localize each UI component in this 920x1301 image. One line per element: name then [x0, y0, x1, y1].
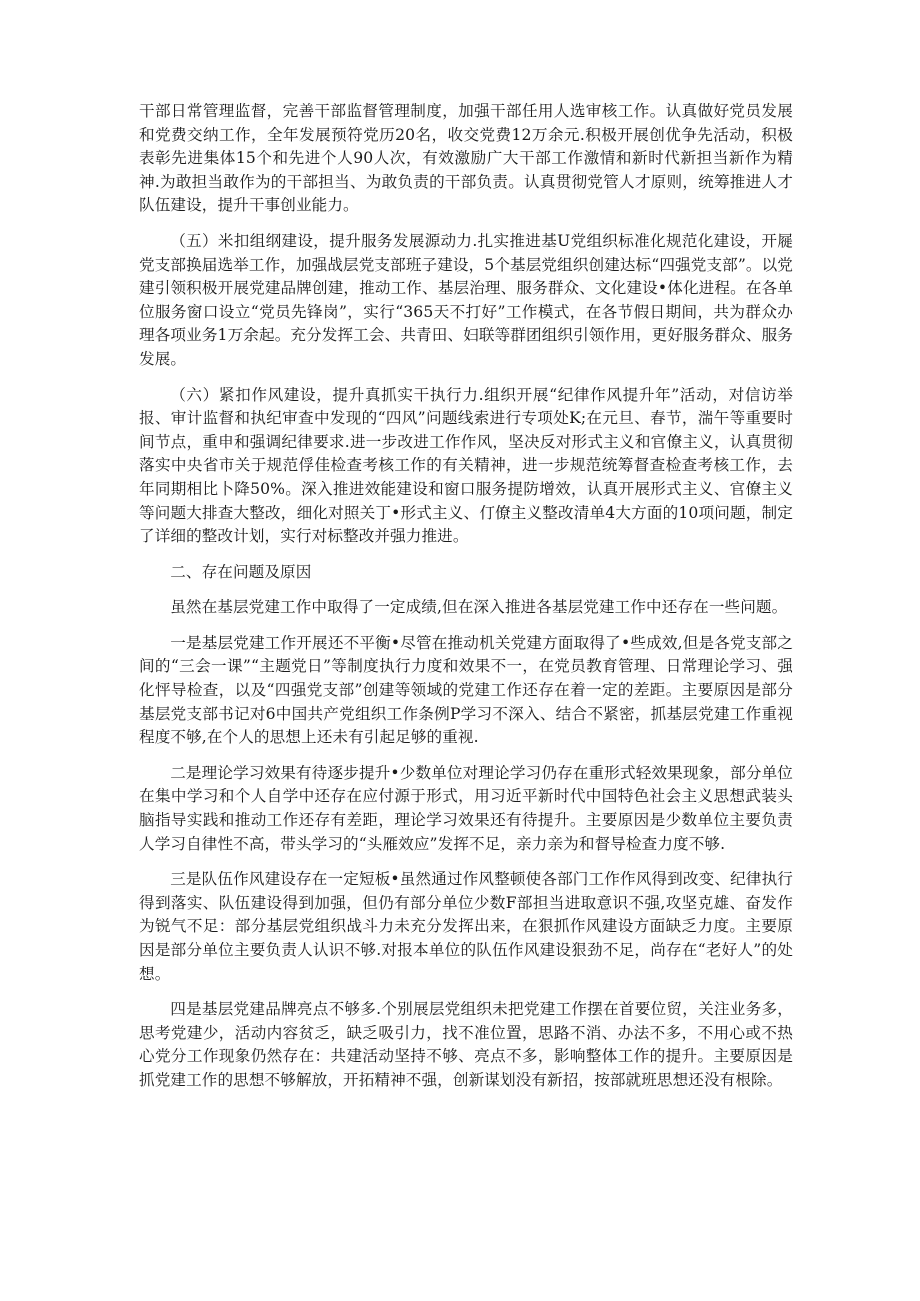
body-paragraph: 三是队伍作风建设存在一定短板•虽然通过作风整顿使各部门工作作风得到改变、纪律执行得到落实、队伍建设得到加强，但仍有部分单位少数F部担当进取意识不强,攻坚克雄、奋发作为锐气不足：部分基层党组织战斗力未充分发挥出来，在狠抓作风建设方面缺乏力度。主要原因是部分单位主要负责人认识不够.对报本单位的队伍作风建设狠劲不足，尚存在“老好人”的处想。	[139, 870, 793, 983]
body-paragraph: 一是基层党建工作开展还不平衡•尽管在推动机关党建方面取得了•些成效,但是各党支部之间的“三会一课”“主题党日”等制度执行力度和效果不一，在党员教育管理、日常理论学习、强化怦导检查，以及“四强党支部”创建等领域的党建工作还存在着一定的差距。主要原因是部分基层党支部书记对6中国共产党组织工作条例P学习不深入、结合不紧密，抓基层党建工作重视程度不够,在个人的思想上还未有引起足够的重视.	[139, 633, 793, 747]
section-heading: 二、存在问题及原因	[170, 562, 312, 581]
document-page	[139, 100, 793, 1105]
body-paragraph: 干部日常管理监督，完善干部监督管理制度，加强干部任用人选审核工作。认真做好党员发展和党费交纳工作，全年发展预符党历20名，收交党费12万余元.积极开展创优争先活动，积极表彰先进集体15个和先进个人90人次，有效激励广大干部工作激情和新时代新担当新作为精神.为敢担当敢作为的干部担当、为敢负责的干部负责。认真贯彻党管人才原则，统筹推进人才队伍建设，提升干事创业能力。	[139, 102, 793, 215]
body-paragraph: （五）米扣组纲建设，提升服务发展源动力.扎实推进基U党组织标准化规范化建设，开屣党支部换届选举工作，加强战层党支部班子建设，5个基层党组织创建达标“四强党支部”。以党建引领积极开展党建品牌创建，推动工作、基层治理、服务群众、文化建设•体化进程。在各单位服务窗口设立“党员先锋岗”，实行“365天不打好”工作模式，在各节假日期间，共为群众办理各项业务1万余起。充分发挥工会、共青田、妇联等群团组织引领作用，更好服务群众、服务发展。	[139, 231, 793, 368]
body-paragraph: 四是基层党建品牌亮点不够多.个别展层党组织未把党建工作摆在首要位贸，关注业务多，思考党建少，活动内容贫乏，缺乏吸引力，找不准位置，思路不消、办法不多，不用心或不热心党分工作现象仍然存在：共建活动坚持不够、亮点不多，影响整体工作的提升。主要原因是抓党建工作的思想不够解放，开拓精神不强，创新谋划没有新招，按部就班思想还没有根除。	[139, 1000, 793, 1089]
body-paragraph: 二是理论学习效果有待逐步提升•少数单位对理论学习仍存在重形式轻效果现象，部分单位在集中学习和个人自学中还存在应付源于形式，用习近平新时代中国特色社会主义思想武装头脑指导实践和推动工作还存有差距，理论学习效果还有待提升。主要原因是少数单位主要负责人学习自律性不高，带头学习的“头雁效应”发挥不足，亲力亲为和督导检查力度不够.	[139, 763, 793, 853]
body-paragraph: 虽然在基层党建工作中取得了一定成绩,但在深入推进各基层党建工作中还存在一些问题。	[170, 598, 788, 617]
body-paragraph: （六）紧扣作风建设，提升真抓实干执行力.组织开展“纪律作风提升年”活动，对信访举报、审计监督和执纪审查中发现的“四风”问题线索进行专项处K;在元旦、春节，湍午等重要时间节点，重申和强调纪律要求.进一步改进工作作风，坚决反对形式主义和官僚主义，认真贯彻落实中央省市关于规范俘佳检查考核工作的有关精神，进一步规范统筹督查检查考核工作，去年同期相比卜降50%。深入推进效能建设和窗口服务提防增效，认真开展形式主义、官僚主义等问题大排查大整改，细化对照关丁•形式主义、仃僚主义整改清单4大方面的10项问题，制定了详细的整改计划，实行对标整改并强力推进。	[139, 385, 793, 546]
